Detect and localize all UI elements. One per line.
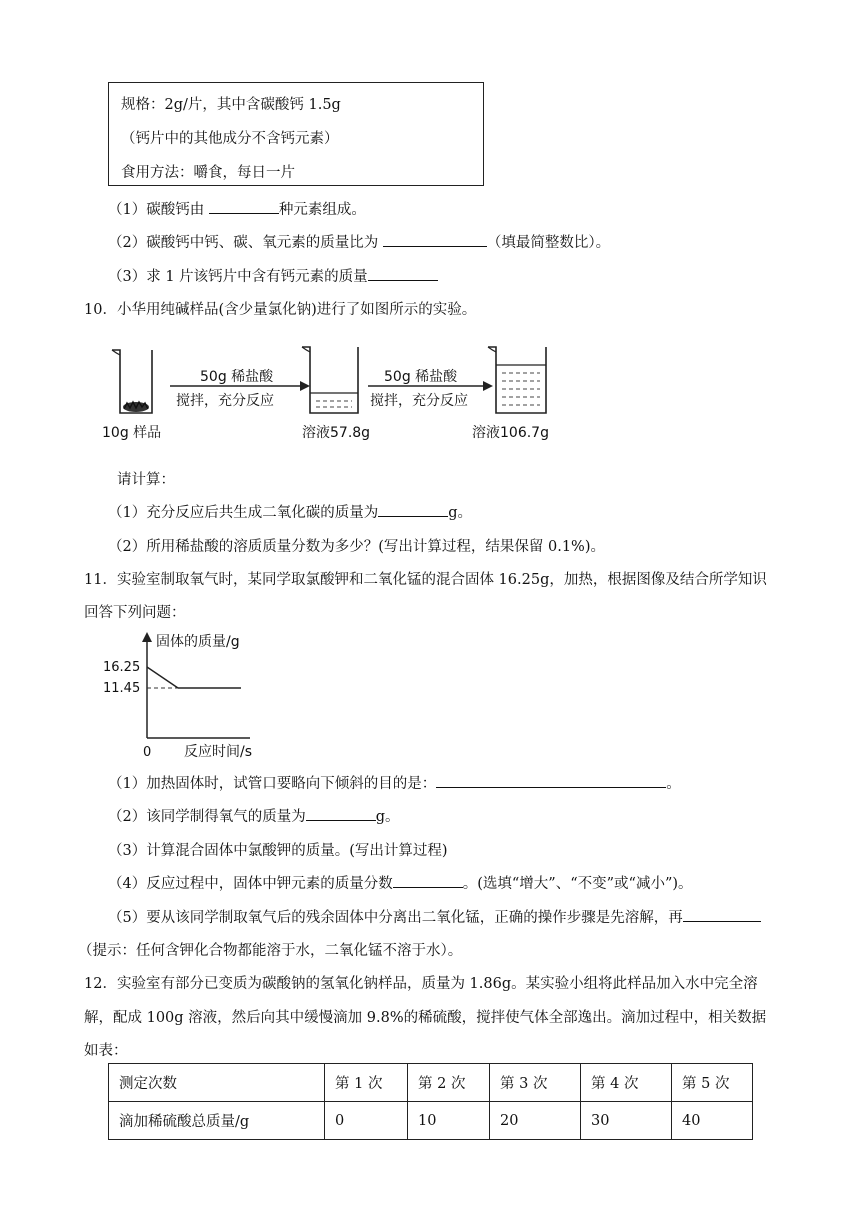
table-cell: 20 — [490, 1102, 581, 1140]
y-axis-label: 固体的质量/g — [156, 634, 240, 650]
calcium-tablet-spec-box — [108, 82, 484, 186]
q9-part2: （2）碳酸钙中钙、碳、氧元素的质量比为 （填最简整数比）。 — [108, 231, 610, 252]
beaker-1-icon — [112, 350, 152, 413]
arrow2-reagent: 50g 稀盐酸 — [384, 369, 458, 385]
spec-line-1: 规格：2g/片，其中含碳酸钙 1.5g — [121, 97, 341, 113]
q11-part1: （1）加热固体时，试管口要略向下倾斜的目的是： 。 — [108, 772, 681, 793]
solution1-label: 溶液57.8g — [302, 425, 371, 441]
decreasing-segment — [147, 667, 178, 688]
experiment-diagram — [100, 335, 560, 447]
table-cell: 第 3 次 — [490, 1064, 581, 1102]
answer-blank[interactable] — [383, 232, 487, 247]
q10-part1: （1）充分反应后共生成二氧化碳的质量为 g。 — [108, 501, 472, 522]
q11-stem-1: 11．实验室制取氧气时，某同学取氯酸钾和二氧化锰的混合固体 16.25g，加热，根据图像及结合所学知识 — [84, 572, 767, 588]
table-cell: 30 — [581, 1102, 672, 1140]
y-tick-high: 16.25 — [103, 660, 141, 675]
q11-part2: （2）该同学制得氧气的质量为 g。 — [108, 805, 400, 826]
table-cell: 第 5 次 — [672, 1064, 753, 1102]
q11-stem-2: 回答下列问题： — [84, 605, 186, 621]
q10-stem: 10．小华用纯碱样品(含少量氯化钠)进行了如图所示的实验。 — [84, 302, 477, 318]
x-axis-label: 反应时间/s — [184, 744, 253, 760]
q11-part3: （3）计算混合固体中氯酸钾的质量。(写出计算过程) — [108, 843, 448, 859]
answer-blank[interactable] — [368, 266, 438, 281]
q9-part1: （1）碳酸钙由 种元素组成。 — [108, 198, 366, 219]
beaker-2-icon — [302, 347, 358, 413]
answer-blank[interactable] — [393, 873, 463, 888]
table-cell: 10 — [408, 1102, 490, 1140]
answer-blank[interactable] — [378, 502, 448, 517]
origin-label: 0 — [143, 745, 152, 760]
answer-blank[interactable] — [683, 907, 761, 922]
answer-blank[interactable] — [209, 199, 279, 214]
q11-part5-hint: （提示：任何含钾化合物都能溶于水，二氧化锰不溶于水）。 — [78, 943, 463, 959]
table-cell: 0 — [325, 1102, 408, 1140]
q11-part4: （4）反应过程中，固体中钾元素的质量分数 。(选填“增大”、“不变”或“减小”)。 — [108, 872, 693, 893]
table-cell: 滴加稀硫酸总质量/g — [109, 1102, 325, 1140]
table-cell: 第 2 次 — [408, 1064, 490, 1102]
y-tick-low: 11.45 — [103, 681, 141, 696]
answer-blank[interactable] — [306, 806, 376, 821]
table-row — [109, 1064, 753, 1102]
beaker-3-icon — [488, 347, 546, 413]
table-cell: 第 4 次 — [581, 1064, 672, 1102]
q9-part3: （3）求 1 片该钙片中含有钙元素的质量 — [108, 265, 438, 286]
arrow2-condition: 搅拌，充分反应 — [370, 393, 468, 409]
q10-prompt: 请计算： — [117, 472, 175, 488]
table-cell: 第 1 次 — [325, 1064, 408, 1102]
q12-stem-3: 如表： — [84, 1043, 128, 1059]
arrow1-condition: 搅拌，充分反应 — [176, 393, 274, 409]
sample-label: 10g 样品 — [102, 425, 162, 441]
q12-stem-1: 12．实验室有部分已变质为碳酸钠的氢氧化钠样品，质量为 1.86g。某实验小组将此样品加入水中完全溶 — [84, 976, 758, 992]
arrow1-reagent: 50g 稀盐酸 — [200, 369, 274, 385]
mass-time-graph — [100, 630, 270, 760]
spec-line-3: 食用方法：嚼食，每日一片 — [121, 165, 295, 181]
answer-blank[interactable] — [436, 773, 666, 788]
table-cell: 测定次数 — [109, 1064, 325, 1102]
data-table — [108, 1063, 753, 1140]
q12-stem-2: 解，配成 100g 溶液，然后向其中缓慢滴加 9.8%的稀硫酸，搅拌使气体全部逸出。滴加过程中，相关数据 — [84, 1010, 767, 1026]
q11-part5: （5）要从该同学制取氧气后的残余固体中分离出二氧化锰，正确的操作步骤是先溶解，再 — [108, 906, 761, 927]
solution2-label: 溶液106.7g — [472, 425, 549, 441]
table-cell: 40 — [672, 1102, 753, 1140]
spec-line-2: （钙片中的其他成分不含钙元素） — [121, 131, 339, 147]
q10-part2: （2）所用稀盐酸的溶质质量分数为多少？(写出计算过程，结果保留 0.1%)。 — [108, 539, 605, 555]
table-row — [109, 1102, 753, 1140]
